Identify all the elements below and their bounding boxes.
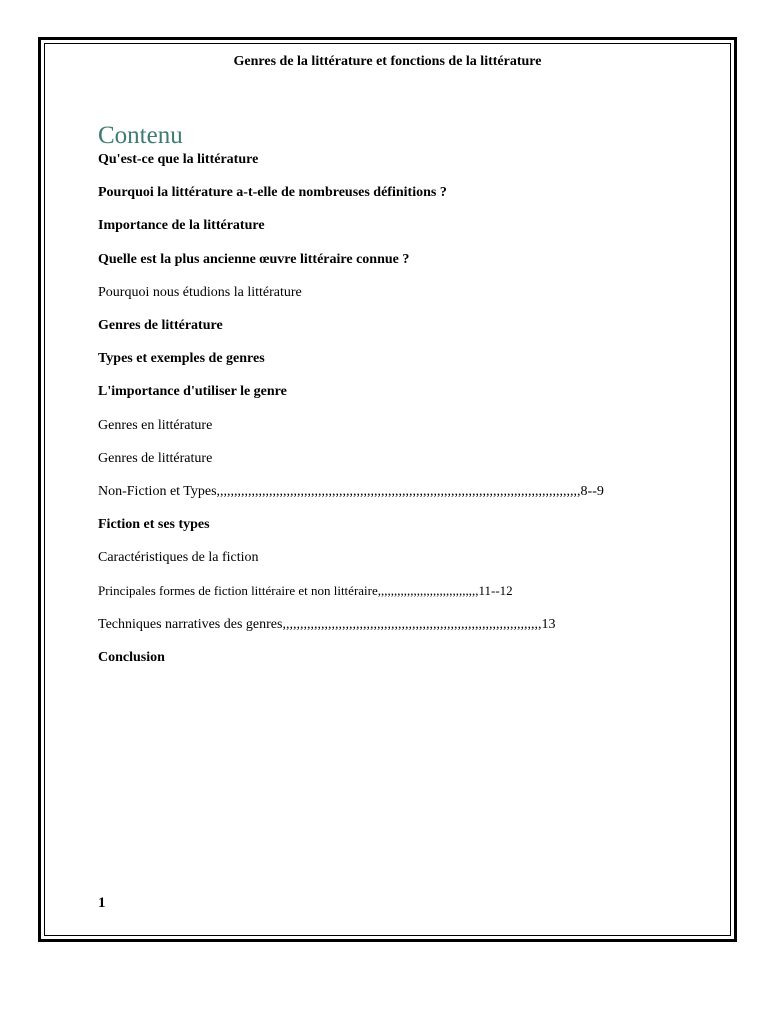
page-number: 1 xyxy=(98,895,106,911)
toc-entry: Caractéristiques de la fiction xyxy=(98,550,259,566)
document-page xyxy=(38,37,737,942)
toc-entry: Principales formes de fiction littéraire et non littéraire,,,,,,,,,,,,,,,,,,,,,,,,,,,,,,,11--12 xyxy=(98,583,513,599)
toc-entry: Pourquoi nous étudions la littérature xyxy=(98,284,302,300)
toc-entry: Importance de la littérature xyxy=(98,218,265,234)
toc-entry: Qu'est-ce que la littérature xyxy=(98,152,259,167)
table-of-contents xyxy=(98,151,604,682)
toc-entry: Quelle est la plus ancienne œuvre littéraire connue ? xyxy=(98,251,410,267)
toc-entry: Non-Fiction et Types,,,,,,,,,,,,,,,,,,,,,,,,,,,,,,,,,,,,,,,,,,,,,,,,,,,,,,,,,,,,,,,,,,,,,,,,,,,,,,,,,,,,,,,,,,,,,,,,,,,,,,,,8--9 xyxy=(98,483,604,499)
page-content xyxy=(41,40,734,939)
toc-heading: Contenu xyxy=(98,122,183,149)
toc-entry: Genres de littérature xyxy=(98,450,213,466)
document-header-title: Genres de la littérature et fonctions de la littérature xyxy=(233,54,542,69)
toc-entry: Techniques narratives des genres,,,,,,,,,,,,,,,,,,,,,,,,,,,,,,,,,,,,,,,,,,,,,,,,,,,,,,,,,,,,,,,,,,,,,,,,,,13 xyxy=(98,616,556,632)
toc-entry: L'importance d'utiliser le genre xyxy=(98,384,287,400)
toc-entry: Pourquoi la littérature a-t-elle de nombreuses définitions ? xyxy=(98,185,447,201)
toc-entry: Genres en littérature xyxy=(98,417,213,433)
toc-entry: Genres de littérature xyxy=(98,317,223,333)
toc-entry: Conclusion xyxy=(98,649,165,665)
toc-entry: Fiction et ses types xyxy=(98,517,210,533)
toc-entry: Types et exemples de genres xyxy=(98,351,265,367)
